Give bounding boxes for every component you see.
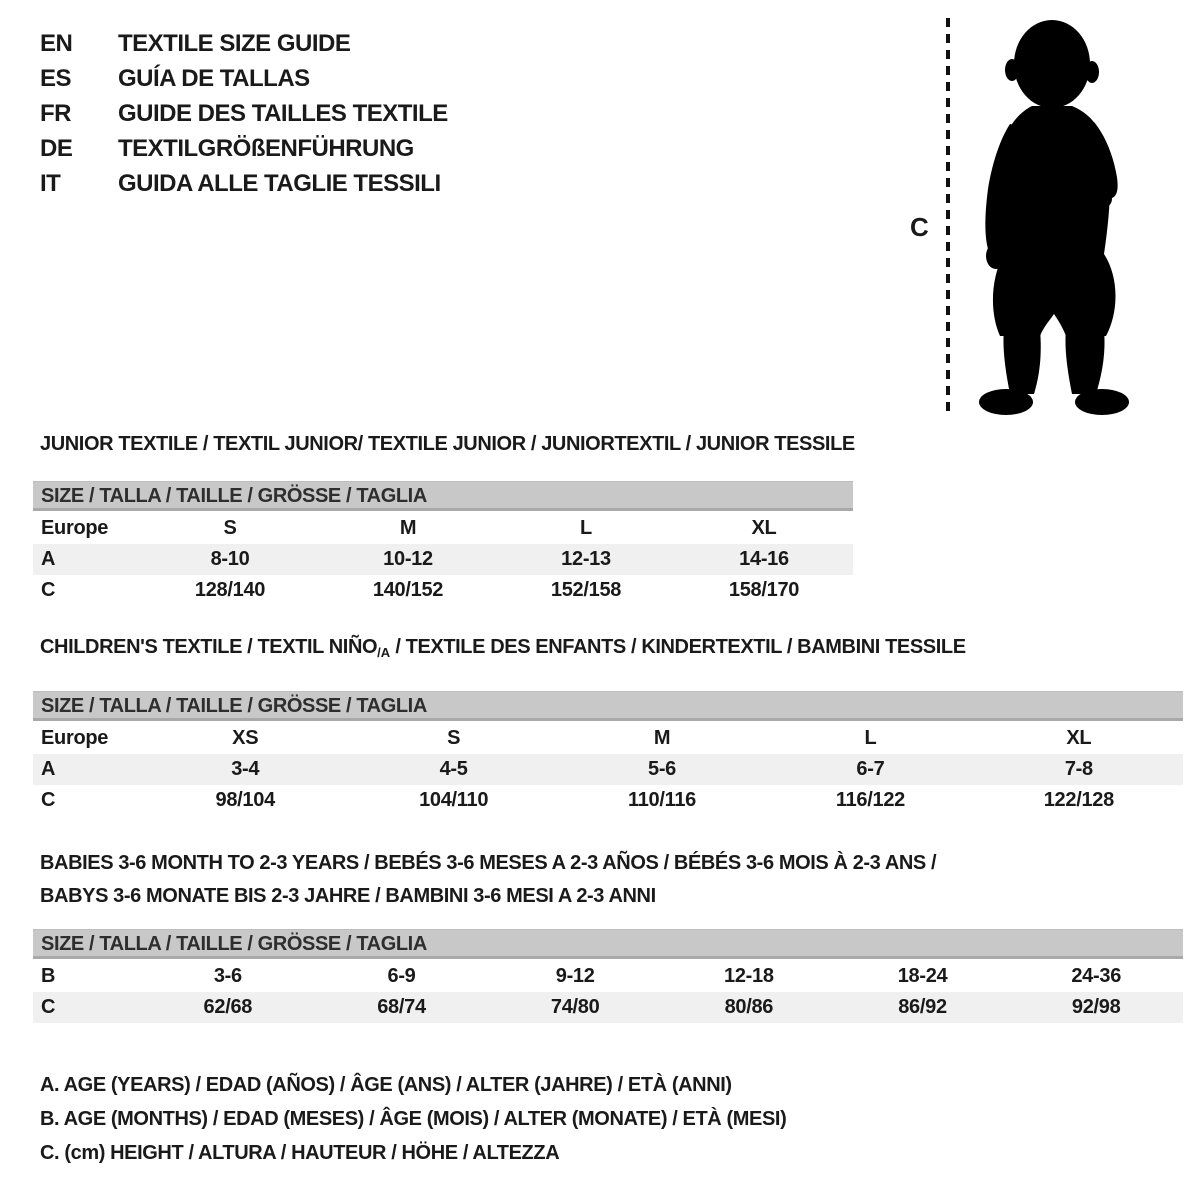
toddler-silhouette — [940, 14, 1145, 420]
table-cell: 3-6 — [213, 965, 242, 987]
row-label: A — [41, 758, 56, 780]
size-col-header: L — [580, 517, 592, 539]
table-cell: 10-12 — [383, 548, 433, 570]
size-col-header: M — [653, 727, 671, 749]
language-code: ES — [40, 65, 72, 92]
guide-title-it: GUIDA ALLE TAGLIE TESSILI — [118, 170, 441, 197]
row-label: C — [41, 996, 56, 1018]
table-cell: 98/104 — [215, 789, 275, 811]
table-cell: 80/86 — [724, 996, 774, 1018]
row-label: C — [41, 579, 56, 601]
language-row-it — [40, 166, 448, 201]
junior-size-table — [33, 481, 853, 606]
table-cell: 6-7 — [856, 758, 885, 780]
table-cell: 18-24 — [897, 965, 948, 987]
table-cell: 12-13 — [561, 548, 611, 570]
table-row — [33, 754, 1183, 785]
guide-title-de: TEXTILGRÖßENFÜHRUNG — [118, 135, 414, 162]
table-cell: 4-5 — [439, 758, 468, 780]
children-title-sub: /A — [377, 645, 391, 660]
language-code: FR — [40, 100, 71, 127]
table-cell: 116/122 — [835, 789, 905, 811]
table-cell: 68/74 — [377, 996, 426, 1018]
legend-line-a: A. AGE (YEARS) / EDAD (AÑOS) / ÂGE (ANS) / ALTER (JAHRE) / ETÀ (ANNI) — [40, 1074, 732, 1096]
language-code: IT — [40, 170, 61, 197]
children-title-suffix: / TEXTILE DES ENFANTS / KINDERTEXTIL / BAMBINI TESSILE — [390, 636, 966, 658]
children-title-prefix: CHILDREN'S TEXTILE / TEXTIL NIÑO — [40, 636, 378, 658]
table-cell: 7-8 — [1064, 758, 1093, 780]
babies-section-title — [40, 847, 936, 913]
guide-title-en: TEXTILE SIZE GUIDE — [118, 30, 351, 57]
region-label: Europe — [41, 517, 109, 539]
children-size-table — [33, 691, 1183, 816]
table-row — [33, 544, 853, 575]
table-cell: 104/110 — [419, 789, 489, 811]
region-label: Europe — [41, 727, 109, 749]
size-col-header: XL — [1066, 727, 1092, 749]
babies-title-line2: BABYS 3-6 MONATE BIS 2-3 JAHRE / BAMBINI 3-6 MESI A 2-3 ANNI — [40, 885, 656, 907]
table-cell: 3-4 — [231, 758, 260, 780]
legend-line-c: C. (cm) HEIGHT / ALTURA / HAUTEUR / HÖHE / ALTEZZA — [40, 1142, 560, 1164]
table-cell: 140/152 — [372, 579, 444, 601]
table-cell: 74/80 — [550, 996, 600, 1018]
table-cell: 24-36 — [1071, 965, 1122, 987]
babies-title-line1: BABIES 3-6 MONTH TO 2-3 YEARS / BEBÉS 3-6 MESES A 2-3 AÑOS / BÉBÉS 3-6 MOIS À 2-3 ANS / — [40, 852, 937, 874]
table-cell: 5-6 — [648, 758, 677, 780]
table-cell: 128/140 — [194, 579, 266, 601]
table-row — [33, 961, 1183, 992]
table-cell: 110/116 — [628, 789, 697, 811]
table-cell: 8-10 — [210, 548, 250, 570]
legend-line-b: B. AGE (MONTHS) / EDAD (MESES) / ÂGE (MOIS) / ALTER (MONATE) / ETÀ (MESI) — [40, 1108, 787, 1130]
babies-size-table — [33, 929, 1183, 1023]
table-cell: 14-16 — [739, 548, 789, 570]
language-code: EN — [40, 30, 73, 57]
table-row — [33, 513, 853, 544]
size-col-header: XL — [751, 517, 777, 539]
size-col-header: M — [399, 517, 417, 539]
language-row-es — [40, 61, 448, 96]
height-measure-label: C — [910, 212, 929, 242]
table-cell: 86/92 — [898, 996, 947, 1018]
table-cell: 122/128 — [1043, 789, 1114, 811]
table-row — [33, 785, 1183, 816]
table-cell: 92/98 — [1071, 996, 1121, 1018]
size-header-bar: SIZE / TALLA / TAILLE / GRÖSSE / TAGLIA — [33, 691, 1183, 721]
table-cell: 152/158 — [550, 579, 622, 601]
size-col-header: S — [447, 727, 461, 749]
guide-title-es: GUÍA DE TALLAS — [118, 65, 310, 92]
language-row-fr — [40, 96, 448, 131]
measure-legend — [40, 1068, 786, 1170]
language-row-en — [40, 26, 448, 61]
size-header-bar: SIZE / TALLA / TAILLE / GRÖSSE / TAGLIA — [33, 929, 1183, 959]
table-cell: 6-9 — [387, 965, 416, 987]
children-section-title — [40, 636, 966, 660]
junior-section-title: JUNIOR TEXTILE / TEXTIL JUNIOR/ TEXTILE JUNIOR / JUNIORTEXTIL / JUNIOR TESSILE — [40, 433, 855, 455]
language-code: DE — [40, 135, 73, 162]
size-col-header: XS — [232, 727, 259, 749]
table-cell: 62/68 — [203, 996, 253, 1018]
language-title-list — [40, 26, 448, 201]
table-row — [33, 723, 1183, 754]
table-row — [33, 575, 853, 606]
table-row — [33, 992, 1183, 1023]
guide-title-fr: GUIDE DES TAILLES TEXTILE — [118, 100, 448, 127]
table-cell: 12-18 — [724, 965, 774, 987]
table-cell: 9-12 — [555, 965, 595, 987]
table-cell: 158/170 — [728, 579, 800, 601]
size-header-bar: SIZE / TALLA / TAILLE / GRÖSSE / TAGLIA — [33, 481, 853, 511]
row-label: A — [41, 548, 56, 570]
row-label: B — [41, 965, 56, 987]
toddler-silhouette-shape — [979, 20, 1129, 415]
size-col-header: S — [223, 517, 237, 539]
row-label: C — [41, 789, 56, 811]
language-row-de — [40, 131, 448, 166]
size-col-header: L — [864, 727, 877, 749]
